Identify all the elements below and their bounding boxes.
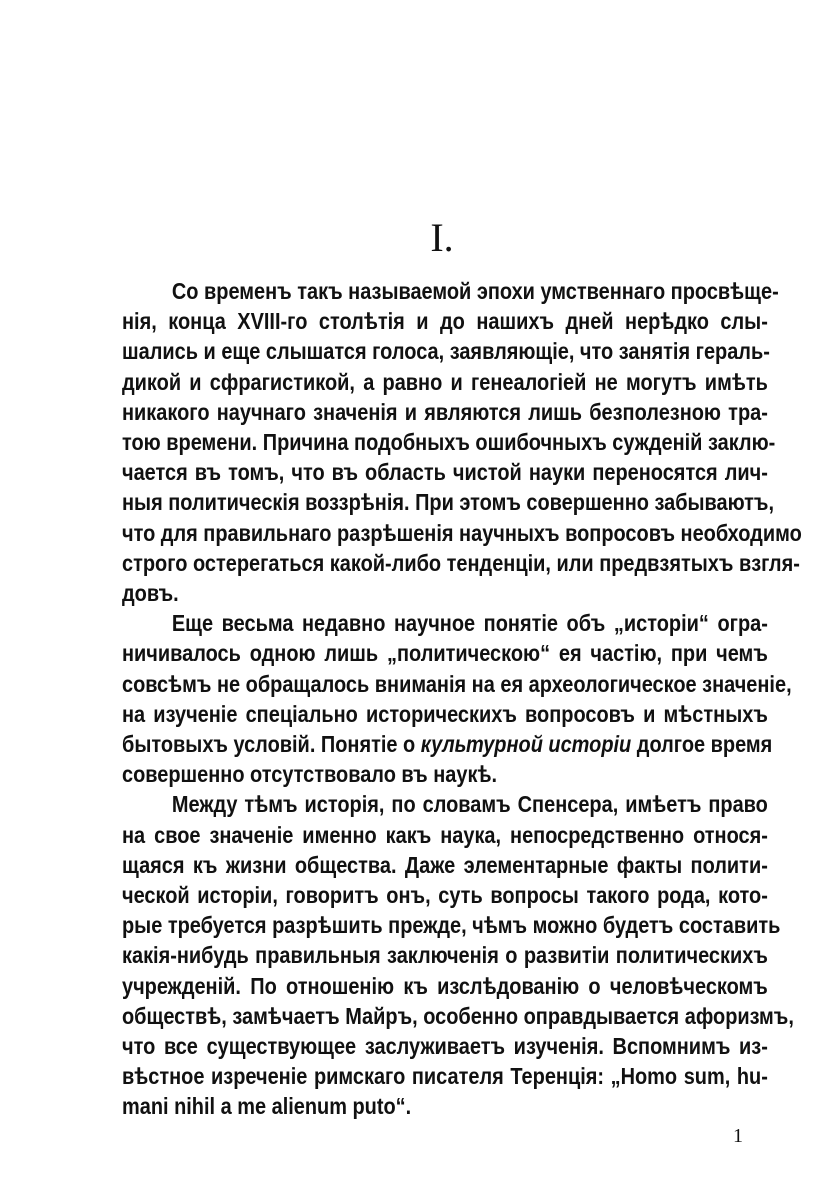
paragraph-1: [122, 276, 802, 608]
text-fragment: долгое время: [636, 731, 773, 758]
text-line: совсѣмъ не обращалось вниманія на ея археологическое значеніе,: [122, 670, 792, 697]
emphasized-term: культурной исторіи: [420, 731, 632, 758]
text-line: дикой и сфрагистикой, а равно и генеалогіей не могутъ имѣть: [122, 368, 768, 395]
text-line: тою времени. Причина подобныхъ ошибочныхъ сужденій заклю-: [122, 429, 776, 456]
text-line-with-emphasis: [122, 729, 773, 759]
page-number: 1: [733, 1125, 743, 1147]
text-line: обществѣ, замѣчаетъ Майръ, особенно оправдывается афоризмъ,: [122, 1002, 794, 1029]
chapter-numeral: I.: [430, 215, 454, 260]
text-line: учрежденій. По отношенію къ изслѣдованію о человѣческомъ: [122, 972, 768, 999]
paragraph-2: [122, 608, 792, 789]
text-line: какія-нибудь правильныя заключенія о развитіи политическихъ: [122, 942, 768, 969]
text-line: рые требуется разрѣшить прежде, чѣмъ можно будетъ составить: [122, 912, 781, 939]
text-line: на свое значеніе именно какъ наука, непосредственно относя-: [122, 821, 768, 848]
text-line: шались и еще слышатся голоса, заявляющіе, что занятія гераль-: [122, 338, 770, 365]
text-line: чается въ томъ, что въ область чистой науки переносятся лич-: [122, 459, 768, 486]
text-line: Между тѣмъ исторія, по словамъ Спенсера, имѣетъ право: [171, 791, 768, 818]
text-line: довъ.: [122, 580, 179, 607]
text-line: щаяся къ жизни общества. Даже элементарные факты полити-: [122, 851, 768, 878]
text-line: Со временъ такъ называемой эпохи умственнаго просвѣще-: [171, 278, 779, 304]
text-line: Еще весьма недавно научное понятіе объ „исторіи“ огра-: [171, 610, 768, 637]
text-line: на изученіе спеціально историческихъ вопросовъ и мѣстныхъ: [122, 700, 768, 727]
body-text: [122, 276, 802, 1122]
paragraph-3: [122, 789, 794, 1121]
text-line: ничивалось одною лишь „политическою“ ея частію, при чемъ: [122, 640, 768, 667]
text-line: вѣстное изреченіе римскаго писателя Теренція: „Homo sum, hu-: [122, 1063, 768, 1090]
text-line: совершенно отсутствовало въ наукѣ.: [122, 761, 498, 788]
text-line: что все существующее заслуживаетъ изученія. Вспомнимъ из-: [122, 1033, 768, 1060]
text-fragment: бытовыхъ условій. Понятіе о: [122, 731, 416, 758]
text-line: ческой исторіи, говоритъ онъ, суть вопросы такого рода, кото-: [122, 882, 768, 909]
text-line: строго остерегаться какой-либо тенденціи, или предвзятыхъ взгля-: [122, 549, 800, 576]
text-line: нія, конца XVIII-го столѣтія и до нашихъ дней нерѣдко слы-: [122, 308, 768, 335]
text-line: ныя политическія воззрѣнія. При этомъ совершенно забываютъ,: [122, 489, 775, 516]
text-line: что для правильнаго разрѣшенія научныхъ вопросовъ необходимо: [122, 519, 802, 546]
text-line: никакого научнаго значенія и являются лишь безполезною тра-: [122, 398, 768, 425]
text-line: mani nihil a me alienum puto“.: [122, 1093, 412, 1120]
